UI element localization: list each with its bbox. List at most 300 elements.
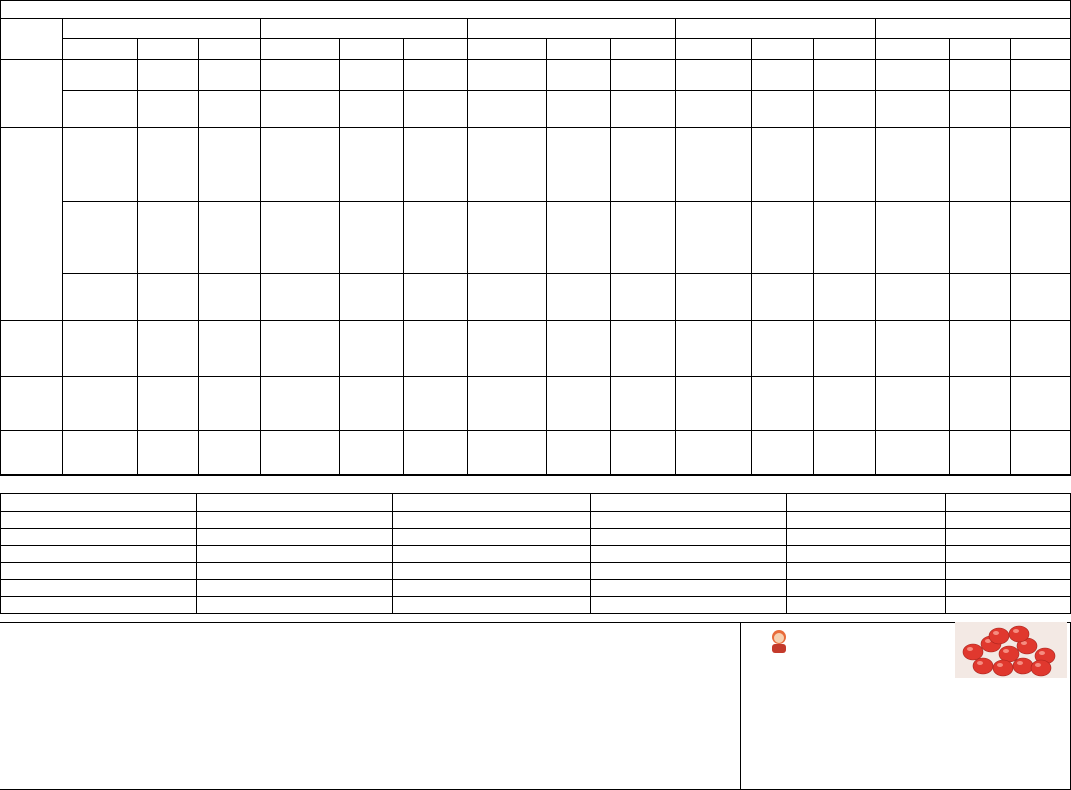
cooking-method — [68, 258, 143, 272]
ingredient-amount — [201, 444, 259, 456]
dish-name — [879, 90, 947, 127]
grid-line-v — [610, 38, 611, 474]
ingredient-amount — [613, 61, 674, 73]
ingredient-name — [339, 378, 400, 390]
grid-line-h — [0, 579, 1071, 580]
note-line — [3, 656, 739, 669]
column-amount-header — [613, 39, 675, 59]
cooking-method — [681, 305, 757, 319]
ingredient-amount — [201, 378, 259, 390]
ingredient-name — [137, 104, 195, 116]
logo-text — [771, 642, 831, 656]
nutrition-cell — [196, 545, 392, 562]
ingredient-amount — [406, 287, 466, 299]
ingredient-amount — [1013, 215, 1070, 227]
ingredient-amount — [816, 215, 874, 227]
nutrition-cell — [786, 563, 945, 580]
grid-line-h — [0, 493, 1071, 494]
grid-line-v — [0, 493, 1, 613]
dish-name — [879, 127, 947, 185]
dish-name — [471, 273, 544, 304]
ingredient-name — [339, 275, 400, 287]
day-header — [260, 18, 467, 38]
cooking-method — [881, 305, 955, 319]
ingredient-amount — [201, 104, 259, 116]
dish-name — [471, 430, 544, 474]
ingredient-amount — [1013, 378, 1070, 390]
dish-name — [264, 127, 337, 185]
ingredient-name — [751, 215, 810, 227]
ingredient-name — [546, 334, 607, 346]
cooking-method — [68, 186, 143, 200]
ingredient-amount — [406, 129, 466, 141]
nutrition-cell — [945, 597, 1071, 614]
dish-name — [879, 376, 947, 430]
nutrition-cell — [786, 528, 945, 545]
dish-name — [264, 320, 337, 376]
dish-name — [471, 90, 544, 127]
ingredient-name — [339, 129, 400, 141]
grid-line-h — [0, 59, 1071, 60]
ingredient-name — [949, 227, 1007, 239]
dish-name — [264, 273, 337, 304]
ingredient-amount — [816, 432, 874, 444]
column-name-header — [467, 39, 546, 59]
ingredient-amount — [816, 104, 874, 116]
ingredient-amount — [1013, 129, 1070, 141]
ingredient-amount — [201, 92, 259, 104]
grid-line-v — [813, 38, 814, 474]
grid-line-h — [0, 545, 1071, 546]
dish-name — [66, 376, 135, 430]
ingredient-name — [137, 227, 195, 239]
ingredient-name — [137, 215, 195, 227]
dish-name — [879, 201, 947, 257]
column-ingredient-header — [339, 39, 403, 59]
ingredient-amount — [613, 215, 674, 227]
ingredient-amount — [613, 432, 674, 444]
grid-line-h — [62, 38, 1071, 39]
dish-name — [66, 59, 135, 90]
ingredient-name — [546, 141, 607, 153]
ingredient-amount — [201, 432, 259, 444]
nutrition-cell — [392, 545, 590, 562]
nutrition-header — [392, 494, 590, 511]
ingredient-name — [546, 203, 607, 215]
ingredient-name — [339, 239, 400, 251]
dish-name — [679, 320, 749, 376]
ingredient-name — [546, 129, 607, 141]
column-ingredient-header — [949, 39, 1010, 59]
ingredient-name — [949, 444, 1007, 456]
ingredient-amount — [613, 334, 674, 346]
page-title — [0, 1, 1071, 19]
grid-line-h — [0, 596, 1071, 597]
grid-line-v — [137, 38, 138, 474]
ingredient-name — [751, 239, 810, 251]
column-amount-header — [816, 39, 875, 59]
ingredient-amount — [613, 141, 674, 153]
dish-name — [679, 59, 749, 90]
column-name-header — [875, 39, 949, 59]
ingredient-name — [339, 215, 400, 227]
ingredient-name — [949, 275, 1007, 287]
ingredient-amount — [201, 227, 259, 239]
nutrition-cell — [392, 528, 590, 545]
ingredient-amount — [613, 73, 674, 85]
nutrition-header — [945, 494, 1071, 511]
cooking-method — [266, 305, 345, 319]
ingredient-name — [137, 141, 195, 153]
grid-line-h — [0, 0, 1071, 1]
ingredient-name — [949, 129, 1007, 141]
grid-line-v — [546, 38, 547, 474]
nutrition-header — [196, 494, 392, 511]
nutrition-cell — [945, 528, 1071, 545]
ingredient-name — [751, 227, 810, 239]
grid-line-v — [949, 38, 950, 474]
ingredient-name — [949, 61, 1007, 73]
dish-name — [471, 320, 544, 376]
grid-line-v — [0, 0, 1, 474]
ingredient-amount — [613, 322, 674, 334]
grid-line-h — [62, 273, 1071, 274]
category-fruit — [0, 376, 62, 430]
nutrition-cell — [786, 511, 945, 528]
grid-line-v — [339, 38, 340, 474]
ingredient-amount — [613, 275, 674, 287]
nutrition-header — [786, 494, 945, 511]
ingredient-name — [137, 61, 195, 73]
grid-line-v — [260, 18, 261, 474]
ingredient-amount — [1013, 322, 1070, 334]
nutrition-cell — [786, 597, 945, 614]
nutrition-cell — [945, 545, 1071, 562]
note-line — [3, 643, 739, 656]
grid-line-h — [0, 613, 1071, 614]
grid-line-v — [403, 38, 404, 474]
dish-name — [66, 273, 135, 304]
note-line — [3, 746, 739, 759]
ingredient-amount — [406, 334, 466, 346]
dish-name — [66, 201, 135, 257]
ingredient-amount — [816, 227, 874, 239]
column-name-header — [260, 39, 339, 59]
cooking-method — [68, 305, 143, 319]
nutrition-cell — [196, 511, 392, 528]
cooking-method — [473, 186, 552, 200]
ingredient-amount — [816, 444, 874, 456]
column-ingredient-header — [546, 39, 610, 59]
ingredient-name — [137, 444, 195, 456]
day-header — [467, 18, 675, 38]
nutrition-cell — [945, 511, 1071, 528]
ingredient-name — [546, 215, 607, 227]
header-category — [0, 24, 62, 58]
note-line — [3, 669, 739, 682]
dish-name — [471, 59, 544, 90]
ingredient-amount — [406, 444, 466, 456]
ingredient-name — [546, 61, 607, 73]
dish-name — [679, 201, 749, 257]
ingredient-name — [751, 334, 810, 346]
dish-name — [879, 59, 947, 90]
ingredient-name — [751, 92, 810, 104]
ingredient-name — [339, 203, 400, 215]
grid-line-h — [62, 201, 1071, 202]
note-line — [3, 707, 739, 720]
dish-name — [66, 320, 135, 376]
note-line — [3, 733, 739, 746]
ingredient-name — [137, 92, 195, 104]
nutrition-cell — [196, 563, 392, 580]
ingredient-amount — [816, 141, 874, 153]
ingredient-amount — [613, 203, 674, 215]
ingredient-name — [339, 227, 400, 239]
dish-name — [679, 127, 749, 185]
ingredient-name — [546, 378, 607, 390]
nutrition-cell — [590, 545, 786, 562]
ingredient-name — [949, 378, 1007, 390]
ingredient-amount — [406, 227, 466, 239]
ingredient-amount — [1013, 432, 1070, 444]
nutrition-cell — [196, 528, 392, 545]
ingredient-name — [949, 203, 1007, 215]
dish-name — [679, 90, 749, 127]
grid-line-v — [467, 18, 468, 474]
ingredient-name — [949, 92, 1007, 104]
dish-name — [264, 201, 337, 257]
dish-name — [879, 320, 947, 376]
dish-name — [679, 430, 749, 474]
column-name-header — [675, 39, 751, 59]
day-header — [675, 18, 875, 38]
ingredient-name — [339, 92, 400, 104]
dish-name — [66, 127, 135, 185]
category-soup — [0, 320, 62, 376]
nutrition-cell — [590, 511, 786, 528]
ingredient-name — [949, 215, 1007, 227]
dish-name — [264, 59, 337, 90]
ingredient-amount — [613, 104, 674, 116]
dish-name — [66, 430, 135, 474]
ingredient-name — [751, 275, 810, 287]
column-ingredient-header — [751, 39, 813, 59]
ingredient-amount — [406, 203, 466, 215]
fruit-description — [746, 683, 1066, 787]
ingredient-amount — [816, 129, 874, 141]
nutrition-header — [0, 494, 196, 511]
ingredient-amount — [613, 92, 674, 104]
cherry-tomatoes-icon — [955, 622, 1067, 678]
ingredient-amount — [406, 92, 466, 104]
fruit-title — [860, 632, 950, 658]
ingredient-name — [546, 104, 607, 116]
dish-name — [879, 430, 947, 474]
category-snack — [0, 430, 62, 474]
ingredient-name — [546, 73, 607, 85]
nutrition-cell — [945, 563, 1071, 580]
tomato-image — [955, 622, 1067, 678]
grid-line-v — [196, 493, 197, 613]
cooking-method — [681, 258, 757, 272]
ingredient-amount — [406, 215, 466, 227]
nutrition-cell — [590, 580, 786, 597]
ingredient-amount — [613, 129, 674, 141]
ingredient-name — [546, 322, 607, 334]
ingredient-name — [137, 322, 195, 334]
ingredient-name — [751, 129, 810, 141]
grid-line-h — [0, 562, 1071, 563]
dish-name — [679, 273, 749, 304]
cooking-method — [473, 258, 552, 272]
ingredient-name — [546, 444, 607, 456]
ingredient-name — [137, 73, 195, 85]
ingredient-name — [137, 378, 195, 390]
ingredient-name — [949, 432, 1007, 444]
grid-line-h — [0, 127, 1071, 128]
ingredient-name — [137, 432, 195, 444]
ingredient-amount — [1013, 92, 1070, 104]
ingredient-name — [751, 104, 810, 116]
grid-line-h — [0, 511, 1071, 512]
ingredient-name — [546, 287, 607, 299]
ingredient-name — [751, 203, 810, 215]
ingredient-amount — [201, 203, 259, 215]
cooking-method — [881, 186, 955, 200]
nutrition-cell — [0, 563, 196, 580]
column-amount-header — [201, 39, 260, 59]
ingredient-amount — [201, 129, 259, 141]
ingredient-name — [339, 334, 400, 346]
ingredient-amount — [1013, 227, 1070, 239]
cooking-method — [681, 186, 757, 200]
ingredient-amount — [613, 444, 674, 456]
column-ingredient-header — [137, 39, 198, 59]
nutrition-cell — [786, 580, 945, 597]
grid-line-v — [62, 18, 63, 474]
ingredient-name — [751, 444, 810, 456]
ingredient-amount — [406, 239, 466, 251]
ingredient-amount — [613, 287, 674, 299]
category-dishes — [0, 127, 62, 320]
note-line — [3, 682, 739, 695]
cooking-method — [266, 186, 345, 200]
nutrition-cell — [786, 545, 945, 562]
ingredient-name — [339, 432, 400, 444]
grid-line-v — [875, 18, 876, 474]
nutrition-cell — [392, 511, 590, 528]
nutrition-cell — [0, 528, 196, 545]
ingredient-name — [546, 92, 607, 104]
nutrition-header — [590, 494, 786, 511]
dish-name — [879, 273, 947, 304]
ingredient-amount — [406, 322, 466, 334]
ingredient-amount — [816, 322, 874, 334]
ingredient-name — [949, 104, 1007, 116]
category-staple — [0, 59, 62, 127]
note-line — [3, 630, 739, 643]
dish-name — [471, 201, 544, 257]
grid-line-h — [0, 528, 1071, 529]
ingredient-amount — [1013, 251, 1070, 263]
ingredient-amount — [613, 378, 674, 390]
nutrition-title — [0, 476, 1071, 493]
day-header — [875, 18, 1071, 38]
ingredient-amount — [406, 432, 466, 444]
ingredient-amount — [201, 73, 259, 85]
dish-name — [471, 376, 544, 430]
dish-name — [471, 127, 544, 185]
ingredient-amount — [201, 61, 259, 73]
nutrition-cell — [590, 528, 786, 545]
nutrition-cell — [196, 597, 392, 614]
note-line — [3, 720, 739, 733]
ingredient-name — [137, 129, 195, 141]
ingredient-amount — [816, 92, 874, 104]
grid-line-v — [392, 493, 393, 613]
grid-line-v — [590, 493, 591, 613]
ingredient-name — [949, 239, 1007, 251]
ingredient-amount — [201, 275, 259, 287]
ingredient-amount — [816, 61, 874, 73]
ingredient-name — [546, 275, 607, 287]
dish-name — [264, 90, 337, 127]
cooking-method — [266, 258, 345, 272]
nutrition-cell — [392, 563, 590, 580]
ingredient-amount — [613, 227, 674, 239]
ingredient-amount — [1013, 239, 1070, 251]
ingredient-name — [339, 61, 400, 73]
cooking-method — [473, 305, 552, 319]
ingredient-name — [751, 322, 810, 334]
ingredient-amount — [816, 275, 874, 287]
grid-line-h — [0, 376, 1071, 377]
nutrition-cell — [0, 597, 196, 614]
nutrition-cell — [945, 580, 1071, 597]
column-amount-header — [1013, 39, 1071, 59]
ingredient-name — [751, 378, 810, 390]
ingredient-amount — [816, 239, 874, 251]
ingredient-name — [546, 432, 607, 444]
cooking-method — [881, 258, 955, 272]
ingredient-amount — [1013, 61, 1070, 73]
ingredient-name — [546, 227, 607, 239]
ingredient-amount — [201, 322, 259, 334]
grid-line-h — [0, 622, 1071, 623]
grid-line-v — [675, 18, 676, 474]
ingredient-name — [751, 432, 810, 444]
dish-name — [66, 90, 135, 127]
ingredient-amount — [201, 239, 259, 251]
day-header — [62, 18, 260, 38]
dish-name — [264, 376, 337, 430]
nutrition-cell — [590, 563, 786, 580]
ingredient-name — [751, 141, 810, 153]
note-line — [3, 695, 739, 708]
ingredient-name — [137, 275, 195, 287]
ingredient-amount — [816, 378, 874, 390]
ingredient-name — [137, 203, 195, 215]
ingredient-amount — [816, 203, 874, 215]
ingredient-name — [949, 251, 1007, 263]
ingredient-amount — [1013, 203, 1070, 215]
ingredient-amount — [406, 61, 466, 73]
column-name-header — [62, 39, 137, 59]
ingredient-amount — [1013, 275, 1070, 287]
nutrition-cell — [392, 597, 590, 614]
grid-line-h — [0, 18, 1071, 19]
